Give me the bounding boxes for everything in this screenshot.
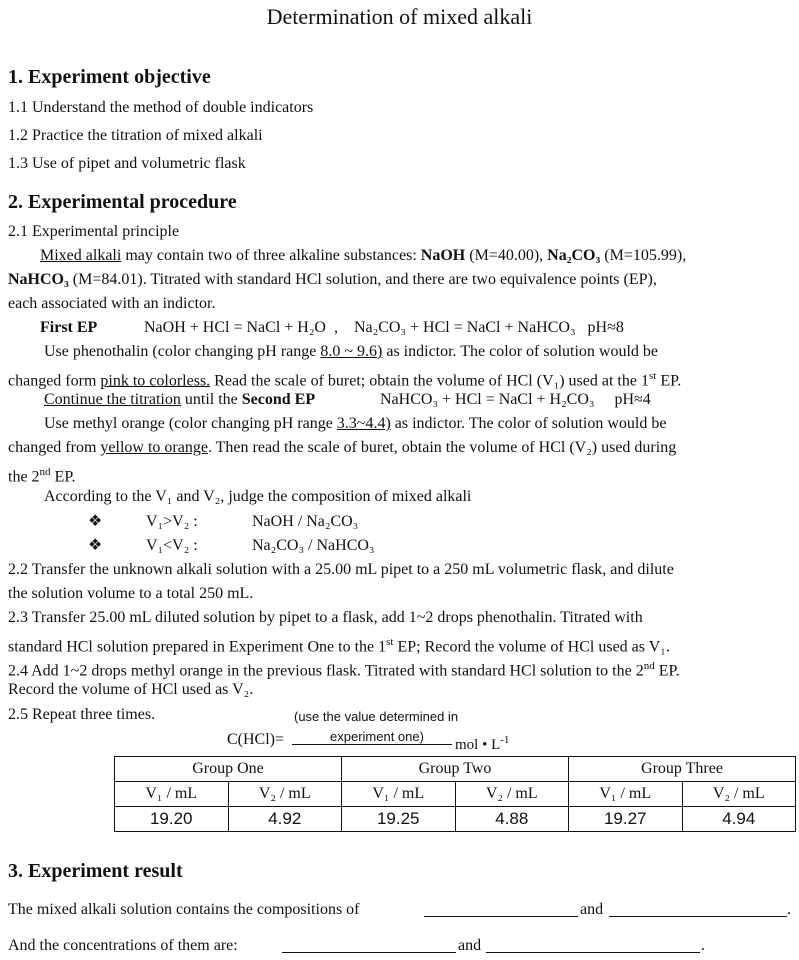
group-header: Group One xyxy=(115,757,342,782)
step-2-2-cont: the solution volume to a total 250 mL. xyxy=(8,585,254,602)
case-composition: NaOH / Na₂CO₃ xyxy=(252,513,359,530)
table-cell: 4.88 xyxy=(455,807,569,832)
table-cell: 4.92 xyxy=(228,807,342,832)
section3-heading: 3. Experiment result xyxy=(8,860,183,882)
group-header: Group Two xyxy=(342,757,569,782)
composition-blank-2[interactable] xyxy=(609,916,787,917)
table-cell: 19.25 xyxy=(342,807,456,832)
and-label: and xyxy=(580,901,604,918)
period: . xyxy=(787,901,791,918)
section2-heading: 2. Experimental procedure xyxy=(8,191,237,213)
group-header-row xyxy=(115,757,796,782)
case-condition: V₁>V₂ : xyxy=(146,513,198,530)
results-table xyxy=(114,756,796,832)
step-2-3: 2.3 Transfer 25.00 mL diluted solution by pipet to a flask, add 1~2 drops phenothalin. Titrated with xyxy=(8,609,643,626)
step-2-3-cont: standard HCl solution prepared in Experiment One to the 1st EP; Record the volume of HCl used as V₁. xyxy=(8,636,670,656)
note-line-2: experiment one) xyxy=(330,729,424,744)
section1-heading: 1. Experiment objective xyxy=(8,66,211,88)
subsection-2-1: 2.1 Experimental principle xyxy=(8,223,180,240)
case-condition: V₁<V₂ : xyxy=(146,537,198,554)
column-header: V₂ / mL xyxy=(228,782,342,807)
first-ep-label: First EP xyxy=(40,319,98,336)
table-cell: 4.94 xyxy=(682,807,796,832)
note-line-1: (use the value determined in xyxy=(294,709,459,724)
column-header-row xyxy=(115,782,796,807)
methyl-orange-line: Use methyl orange (color changing pH range 3.3~4.4) as indictor. The color of solution would be xyxy=(44,415,667,432)
phenolphthalein-line: Use phenothalin (color changing pH range 8.0 ~ 9.6) as indictor. The color of solution would be xyxy=(44,343,659,360)
objective-item: 1.3 Use of pipet and volumetric flask xyxy=(8,155,246,172)
page-title: Determination of mixed alkali xyxy=(266,4,533,29)
color-change-line-1: changed form pink to colorless. Read the scale of buret; obtain the volume of HCl (V₁) used at the 1st EP. xyxy=(8,370,682,390)
composition-blank-1[interactable] xyxy=(424,916,578,917)
objective-item: 1.1 Understand the method of double indicators xyxy=(8,99,314,116)
column-header: V₁ / mL xyxy=(569,782,683,807)
step-2-4-cont: Record the volume of HCl used as V₂. xyxy=(8,681,254,698)
table-cell: 19.27 xyxy=(569,807,683,832)
and-label: and xyxy=(458,937,482,954)
case-composition: Na₂CO₃ / NaHCO₃ xyxy=(252,537,375,554)
step-2-4: 2.4 Add 1~2 drops methyl orange in the previous flask. Titrated with standard HCl solution to the 2nd EP. xyxy=(8,660,680,680)
second-ep-line: Continue the titration until the Second EP xyxy=(44,391,316,408)
second-ep-end: the 2nd EP. xyxy=(8,466,76,486)
judge-line: According to the V₁ and V₂, judge the composition of mixed alkali xyxy=(44,488,472,505)
result-line-1: The mixed alkali solution contains the compositions of xyxy=(8,901,360,918)
diamond-bullet-icon: ❖ xyxy=(88,537,103,554)
concentration-blank-2[interactable] xyxy=(486,952,700,953)
column-header: V₂ / mL xyxy=(455,782,569,807)
principle-line-2: NaHCO₃ (M=84.01). Titrated with standard HCl solution, and there are two equivalence points (EP), xyxy=(8,271,657,288)
term-mixed-alkali: Mixed alkali xyxy=(40,247,122,264)
first-ep-equation: NaOH + HCl = NaCl + H₂O , Na₂CO₃ + HCl = NaCl + NaHCO₃ pH≈8 xyxy=(144,319,624,336)
principle-line-3: each associated with an indictor. xyxy=(8,295,216,312)
second-ep-equation: NaHCO₃ + HCl = NaCl + H₂CO₃ pH≈4 xyxy=(380,391,651,408)
table-row xyxy=(115,807,796,832)
principle-line-1: Mixed alkali may contain two of three alkaline substances: NaOH (M=40.00), Na₂CO₃ (M=105.99), xyxy=(40,247,687,264)
column-header: V₁ / mL xyxy=(342,782,456,807)
table-cell: 19.20 xyxy=(115,807,229,832)
chcl-blank-line xyxy=(292,744,452,745)
objective-item: 1.2 Practice the titration of mixed alkali xyxy=(8,127,263,144)
column-header: V₂ / mL xyxy=(682,782,796,807)
chcl-label: C(HCl)= xyxy=(227,731,285,748)
chcl-unit: mol • $L^{-1}$ xyxy=(455,734,510,753)
step-2-2: 2.2 Transfer the unknown alkali solution with a 25.00 mL pipet to a 250 mL volumetric flask, and dilute xyxy=(8,561,674,578)
diamond-bullet-icon: ❖ xyxy=(88,513,103,530)
column-header: V₁ / mL xyxy=(115,782,229,807)
group-header: Group Three xyxy=(569,757,796,782)
result-line-2: And the concentrations of them are: xyxy=(8,937,238,954)
concentration-blank-1[interactable] xyxy=(282,952,456,953)
step-2-5: 2.5 Repeat three times. xyxy=(8,706,156,723)
color-change-line-2: changed from yellow to orange. Then read the scale of buret, obtain the volume of HCl (V₂) used during xyxy=(8,439,677,456)
period: . xyxy=(701,937,705,954)
